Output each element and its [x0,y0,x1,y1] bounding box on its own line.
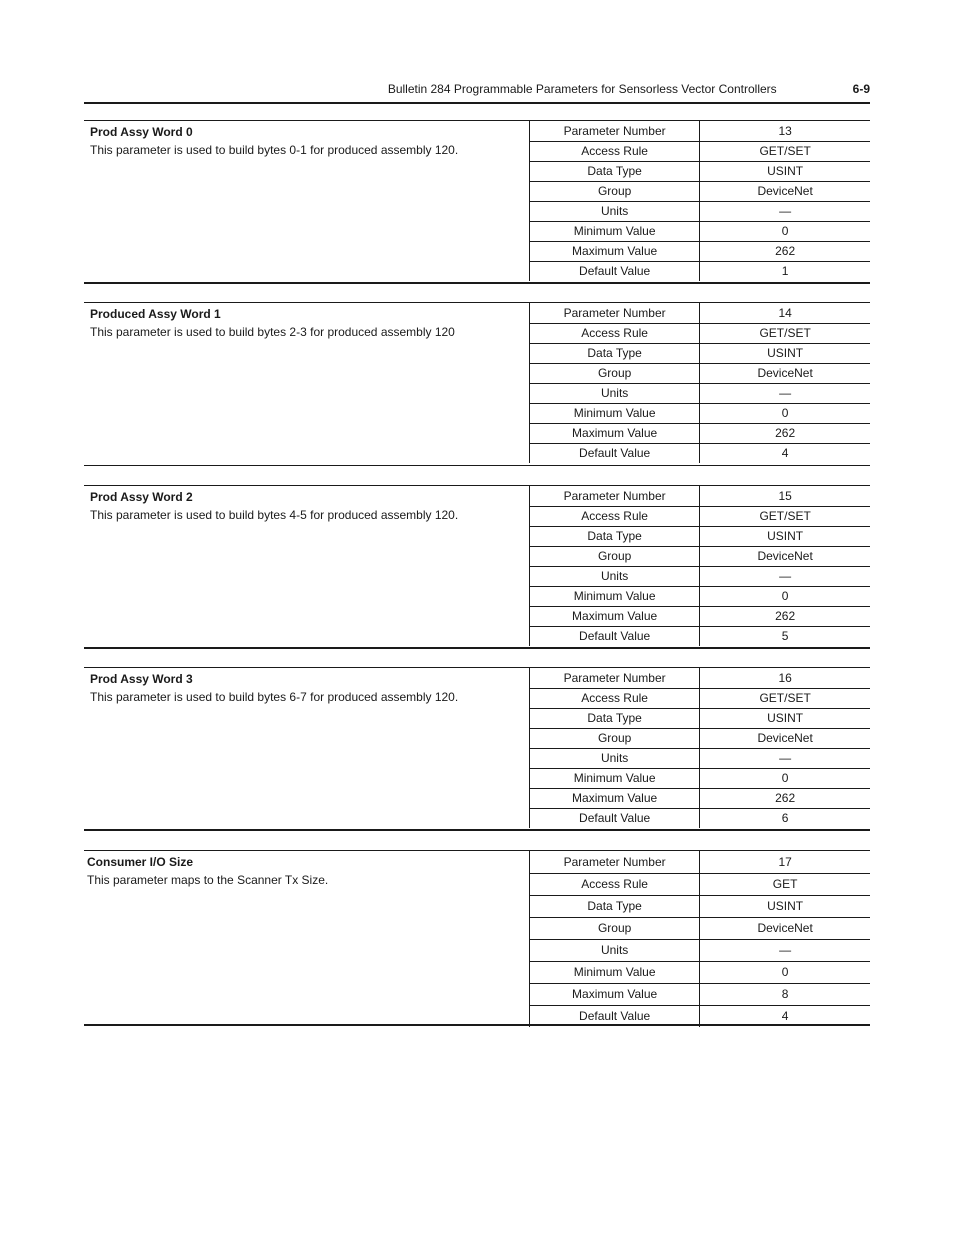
property-label: Access Rule [530,873,700,895]
page-header [84,80,870,98]
property-label: Parameter Number [530,668,700,688]
property-value: 6 [700,808,870,828]
property-label: Access Rule [530,688,700,708]
property-label: Parameter Number [530,303,700,323]
table-row [530,728,871,748]
parameter-properties-table [529,851,870,1027]
property-value: DeviceNet [700,546,870,566]
property-value: USINT [700,526,870,546]
property-label: Group [530,917,700,939]
property-label: Access Rule [530,141,700,161]
property-label: Maximum Value [530,606,700,626]
property-value: 0 [700,221,870,241]
table-row [530,961,871,983]
property-label: Data Type [530,343,700,363]
property-value: USINT [700,161,870,181]
property-label: Minimum Value [530,768,700,788]
property-value: 13 [700,121,870,141]
parameter-block-prod-assy-word-0 [84,120,870,284]
property-label: Group [530,546,700,566]
property-value: 1 [700,261,870,281]
property-label: Parameter Number [530,486,700,506]
property-label: Data Type [530,526,700,546]
property-label: Units [530,201,700,221]
property-value: DeviceNet [700,728,870,748]
property-value: 0 [700,586,870,606]
property-label: Minimum Value [530,586,700,606]
property-value: USINT [700,895,870,917]
table-row [530,443,871,463]
property-label: Group [530,181,700,201]
table-row [530,181,871,201]
parameter-description-block [90,670,520,706]
property-label: Data Type [530,895,700,917]
parameter-name: Prod Assy Word 2 [90,490,193,504]
table-row [530,201,871,221]
property-value: — [700,201,870,221]
property-label: Parameter Number [530,121,700,141]
block-bottom-rule [84,1024,870,1026]
parameter-properties-table [529,303,870,463]
parameter-name: Prod Assy Word 3 [90,672,193,686]
table-row [530,343,871,363]
parameter-description-block [90,488,520,524]
property-value: DeviceNet [700,917,870,939]
parameter-name: Consumer I/O Size [87,855,194,869]
table-row [530,668,871,688]
property-label: Parameter Number [530,851,700,873]
property-label: Access Rule [530,506,700,526]
table-row [530,423,871,443]
property-value: 5 [700,626,870,646]
property-label: Data Type [530,161,700,181]
property-value: 0 [700,961,870,983]
property-label: Units [530,383,700,403]
property-value: GET [700,873,870,895]
property-label: Maximum Value [530,983,700,1005]
block-bottom-rule [84,647,870,649]
property-value: DeviceNet [700,363,870,383]
property-label: Group [530,363,700,383]
property-value: USINT [700,708,870,728]
table-row [530,221,871,241]
property-label: Default Value [530,443,700,463]
header-title: Bulletin 284 Programmable Parameters for Sensorless Vector Controllers [387,82,777,96]
property-label: Minimum Value [530,961,700,983]
property-value: 8 [700,983,870,1005]
property-value: 4 [700,443,870,463]
table-row [530,606,871,626]
parameter-block-prod-assy-word-2 [84,485,870,649]
parameter-description-block [90,123,520,159]
table-row [530,323,871,343]
table-row [530,303,871,323]
parameter-description: This parameter is used to build bytes 2-3 for produced assembly 120 [90,325,455,339]
parameter-description: This parameter is used to build bytes 0-1 for produced assembly 120. [90,143,459,157]
property-value: 15 [700,486,870,506]
property-value: 14 [700,303,870,323]
parameter-description: This parameter is used to build bytes 6-7 for produced assembly 120. [90,690,459,704]
property-label: Units [530,939,700,961]
property-label: Minimum Value [530,221,700,241]
table-row [530,546,871,566]
property-value: 0 [700,768,870,788]
property-label: Default Value [530,261,700,281]
table-row [530,851,871,873]
parameter-block-consumer-io-size [84,850,870,1026]
table-row [530,121,871,141]
property-value: 16 [700,668,870,688]
property-value: 262 [700,788,870,808]
property-label: Units [530,748,700,768]
property-label: Maximum Value [530,423,700,443]
property-value: 262 [700,423,870,443]
table-row [530,506,871,526]
table-row [530,939,871,961]
parameter-block-produced-assy-word-1 [84,302,870,466]
property-value: 262 [700,241,870,261]
property-value: DeviceNet [700,181,870,201]
property-label: Maximum Value [530,241,700,261]
parameter-description-block [87,853,517,889]
property-value: USINT [700,343,870,363]
table-row [530,486,871,506]
property-value: — [700,383,870,403]
table-row [530,983,871,1005]
property-value: GET/SET [700,323,870,343]
parameter-description: This parameter is used to build bytes 4-5 for produced assembly 120. [90,508,459,522]
table-row [530,363,871,383]
table-row [530,261,871,281]
property-label: Default Value [530,1005,700,1027]
table-row [530,403,871,423]
parameter-description-block [90,305,520,341]
parameter-properties-table [529,668,870,828]
table-row [530,873,871,895]
table-row [530,768,871,788]
property-value: GET/SET [700,688,870,708]
table-row [530,688,871,708]
property-label: Units [530,566,700,586]
property-value: 0 [700,403,870,423]
parameter-name: Prod Assy Word 0 [90,125,193,139]
property-value: GET/SET [700,506,870,526]
table-row [530,586,871,606]
table-row [530,708,871,728]
property-label: Access Rule [530,323,700,343]
parameter-properties-table [529,121,870,281]
block-bottom-rule [84,829,870,831]
property-value: — [700,566,870,586]
table-row [530,141,871,161]
table-row [530,566,871,586]
block-bottom-rule [84,465,870,466]
property-label: Default Value [530,626,700,646]
header-rule [84,102,870,104]
parameter-properties-table [529,486,870,646]
property-label: Data Type [530,708,700,728]
property-value: 4 [700,1005,870,1027]
table-row [530,917,871,939]
property-value: — [700,939,870,961]
table-row [530,241,871,261]
block-bottom-rule [84,282,870,284]
parameter-block-prod-assy-word-3 [84,667,870,831]
property-label: Default Value [530,808,700,828]
table-row [530,383,871,403]
property-value: 17 [700,851,870,873]
property-label: Group [530,728,700,748]
table-row [530,748,871,768]
page-number: 6-9 [852,82,870,96]
table-row [530,895,871,917]
property-value: 262 [700,606,870,626]
parameter-description: This parameter maps to the Scanner Tx Size. [87,873,329,887]
table-row [530,788,871,808]
table-row [530,626,871,646]
table-row [530,808,871,828]
table-row [530,526,871,546]
property-value: GET/SET [700,141,870,161]
property-value: — [700,748,870,768]
table-row [530,161,871,181]
property-label: Minimum Value [530,403,700,423]
property-label: Maximum Value [530,788,700,808]
parameter-name: Produced Assy Word 1 [90,307,221,321]
